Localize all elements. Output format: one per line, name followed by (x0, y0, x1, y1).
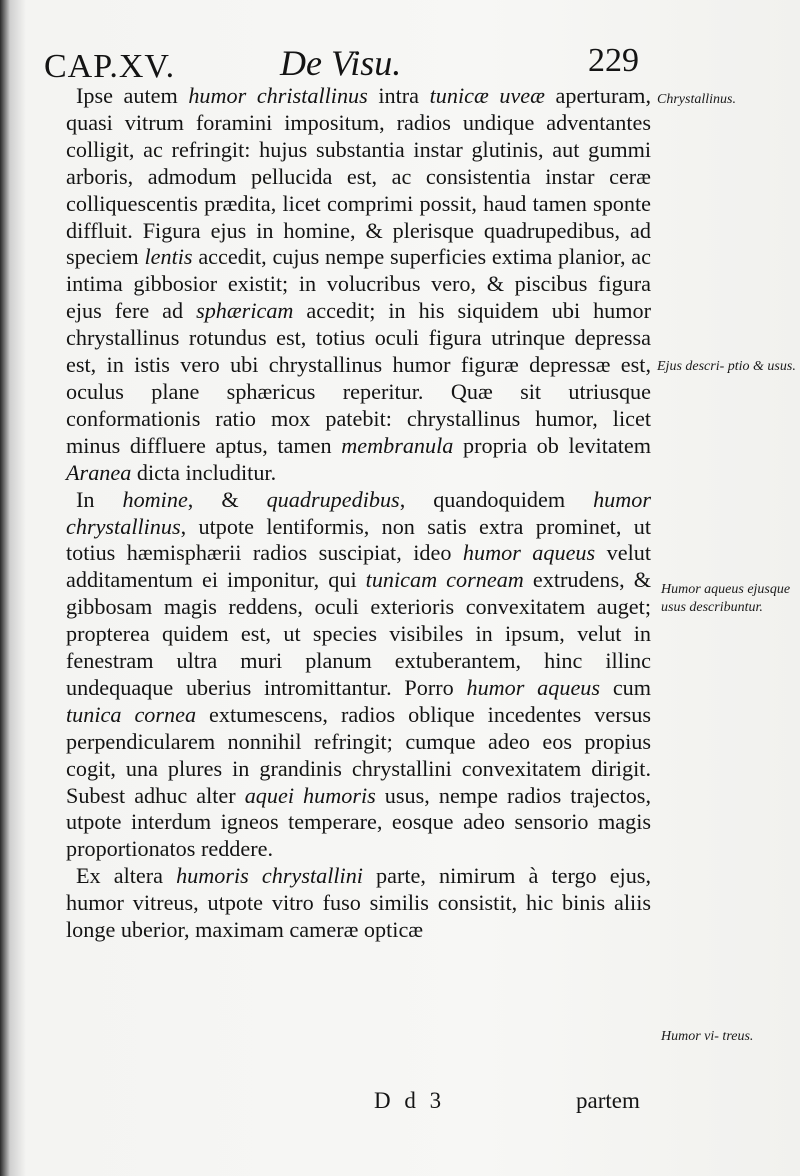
text-run: dicta includitur. (131, 459, 277, 485)
italic-term: Aranea (66, 459, 132, 485)
text-run: extumescens, radios oblique incedentes versus perpendicularem nonnihil refringit; cumque adeo eos propius cogit, una plures in grandinis chrystallini convexitatem dirigit. Subest adhuc alter (66, 701, 651, 808)
paragraph (66, 487, 651, 864)
text-run: In (76, 486, 123, 512)
text-run: , & (187, 486, 267, 512)
text-run: parte, nimirum à tergo ejus, humor vitreus, utpote vitro fuso similis consistit, hic binis aliis longe uberior, maximam cameræ opticæ (66, 863, 651, 943)
paragraph (66, 83, 651, 487)
italic-term: lentis (144, 244, 193, 270)
margin-note-chrystallinus: Chrystallinus. (657, 92, 736, 107)
catchword: partem (576, 1088, 640, 1113)
text-run: Ex altera (76, 863, 177, 889)
italic-term: sphæricam (196, 298, 294, 324)
text-run: propria ob levitatem (453, 432, 651, 458)
text-run: accedit, cujus nempe superficies extima planior, ac intima gibbosior existit; in volucribus vero, & piscibus figura ejus fere ad (66, 244, 651, 324)
italic-term: tunicam corneam (365, 567, 524, 593)
text-run: intra (367, 83, 430, 108)
italic-term: quadrupedibus (266, 486, 400, 512)
signature-mark: D d 3 (374, 1088, 446, 1113)
text-run: usus, nempe radios trajectos, utpote interdum igneos temperare, eosque adeo sensorio magis proportionatos reddere. (66, 782, 651, 862)
text-run: cum (600, 674, 652, 700)
page-title: De Visu. (280, 43, 402, 83)
margin-note-humor-aqueus: Humor aqueus ejusque usus describuntur. (661, 582, 791, 615)
margin-note-humor-vitreus: Humor vi- treus. (661, 1029, 754, 1044)
text-run: aperturam, quasi vitrum foramini impositum, radios undique adventantes colligit, ac refringit: hujus substantia instar glutinis, aut gummi arboris, admodum pellucida est, ac consistentia instar ceræ colliquescentis prædita, licet comprimi possit, haud tamen sponte diffluit. Figura ejus in homine, & plerisque quadrupedibus, ad speciem (66, 83, 651, 270)
margin-note-descriptio: Ejus descri- ptio & usus. (657, 359, 796, 374)
text-run: Ipse autem (76, 83, 189, 108)
text-run: velut additamentum ei imponitur, qui (66, 540, 651, 593)
italic-term: humor christallinus (188, 83, 368, 108)
italic-term: humor aqueus (462, 540, 596, 566)
italic-term: humor chrystallinus (66, 486, 652, 539)
text-run: , quandoquidem (399, 486, 594, 512)
italic-term: homine (122, 486, 188, 512)
body-text (66, 83, 651, 944)
italic-term: tunica cornea (66, 701, 197, 727)
italic-term: membranula (341, 432, 454, 458)
chapter-heading: CAP.XV. (44, 48, 176, 85)
italic-term: aquei humoris (244, 782, 376, 808)
running-header (0, 30, 800, 90)
text-run: , utpote lentiformis, non satis extra prominet, ut totius hæmisphærii radios suscipiat, ideo (66, 513, 651, 566)
text-run: extrudens, & gibbosam magis reddens, oculi exterioris convexitatem auget; propterea quidem est, ut species visibiles in ipsum, velut in fenestram ultra muri planum extuberantem, hinc illinc undequaque uberius intromittantur. Porro (66, 567, 651, 700)
text-run: accedit; in his siquidem ubi humor chrystallinus rotundus est, totius oculi figura utrinque depressa est, in istis vero ubi chrystallinus humor figuræ depressæ est, oculus plane sphæricus reperitur. Quæ sit utriusque conformationis ratio mox patebit: chrystallinus humor, licet minus diffluere aptus, tamen (66, 298, 652, 458)
paragraph (66, 863, 651, 944)
italic-term: humor aqueus (466, 674, 601, 700)
page-footer (0, 1088, 800, 1128)
italic-term: humoris chrystallini (176, 863, 363, 889)
italic-term: tunicæ uveæ (429, 83, 545, 108)
page-number: 229 (588, 42, 639, 79)
